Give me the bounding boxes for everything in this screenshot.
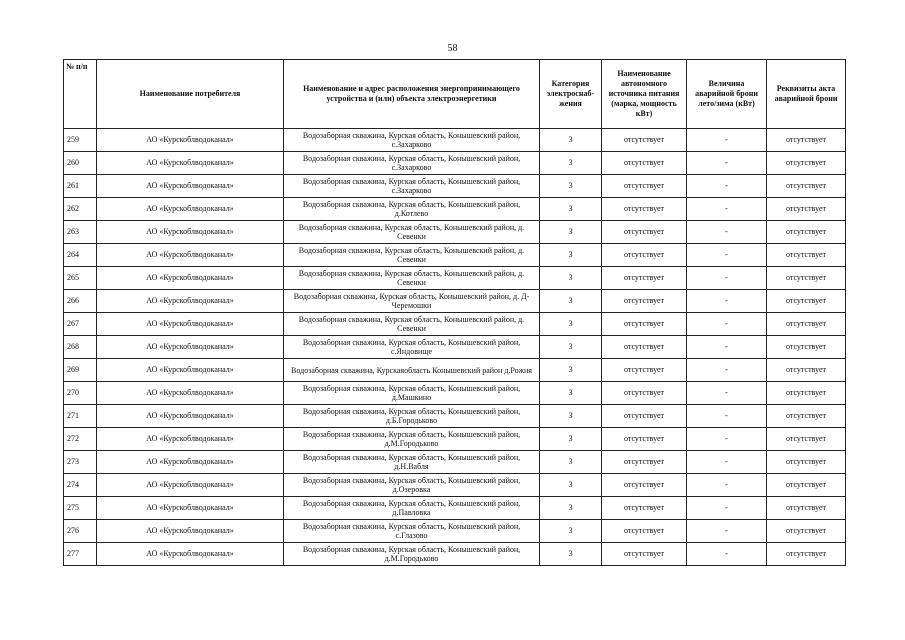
- cell-address: Водозаборная скважина, Курская область, Конышевский район, д.Павловка: [284, 497, 540, 520]
- table-row: [64, 428, 846, 451]
- header-address: Наименование и адрес расположения энергопринимающего устройства и (или) объекта электроэнергетики: [284, 60, 540, 129]
- cell-emergency-reserve: -: [687, 152, 767, 175]
- cell-emergency-reserve: -: [687, 451, 767, 474]
- cell-power-source: отсутствует: [602, 244, 687, 267]
- cell-act-details: отсутствует: [767, 543, 846, 566]
- cell-address: Водозаборная скважина, Курская область, Конышевский район, с.Глазово: [284, 520, 540, 543]
- cell-power-source: отсутствует: [602, 267, 687, 290]
- cell-consumer: АО «Курскоблводоканал»: [97, 474, 284, 497]
- cell-power-source: отсутствует: [602, 497, 687, 520]
- cell-category: 3: [540, 175, 602, 198]
- cell-address: Водозаборная скважина, Курская область, Конышевский район, д.Н.Вабля: [284, 451, 540, 474]
- table-row: [64, 267, 846, 290]
- table-body: [64, 129, 846, 566]
- cell-act-details: отсутствует: [767, 221, 846, 244]
- cell-emergency-reserve: -: [687, 175, 767, 198]
- table-row: [64, 175, 846, 198]
- cell-address: Водозаборная скважина, Курская область, Конышевский район, д. Севенки: [284, 313, 540, 336]
- cell-power-source: отсутствует: [602, 428, 687, 451]
- cell-category: 3: [540, 405, 602, 428]
- cell-act-details: отсутствует: [767, 244, 846, 267]
- cell-emergency-reserve: -: [687, 359, 767, 382]
- cell-emergency-reserve: -: [687, 198, 767, 221]
- cell-power-source: отсутствует: [602, 221, 687, 244]
- cell-address: Водозаборная скважина, Курская область, Конышевский район, д.М.Городьково: [284, 428, 540, 451]
- table-row: [64, 520, 846, 543]
- cell-category: 3: [540, 129, 602, 152]
- cell-number: 271: [64, 405, 97, 428]
- cell-act-details: отсутствует: [767, 451, 846, 474]
- cell-power-source: отсутствует: [602, 520, 687, 543]
- cell-emergency-reserve: -: [687, 405, 767, 428]
- cell-number: 261: [64, 175, 97, 198]
- cell-address: Водозаборная скважина, Курская область, Конышевский район, д.Котлево: [284, 198, 540, 221]
- cell-act-details: отсутствует: [767, 152, 846, 175]
- cell-act-details: отсутствует: [767, 497, 846, 520]
- header-power-source: Наименование автономного источника питания (марка, мощность кВт): [602, 60, 687, 129]
- cell-category: 3: [540, 221, 602, 244]
- cell-emergency-reserve: -: [687, 382, 767, 405]
- cell-power-source: отсутствует: [602, 359, 687, 382]
- cell-category: 3: [540, 520, 602, 543]
- cell-consumer: АО «Курскоблводоканал»: [97, 244, 284, 267]
- cell-category: 3: [540, 313, 602, 336]
- cell-power-source: отсутствует: [602, 474, 687, 497]
- header-act-details: Реквизиты акта аварийной брони: [767, 60, 846, 129]
- table-row: [64, 359, 846, 382]
- cell-number: 268: [64, 336, 97, 359]
- cell-number: 264: [64, 244, 97, 267]
- table-row: [64, 313, 846, 336]
- cell-consumer: АО «Курскоблводоканал»: [97, 359, 284, 382]
- page-number: 58: [447, 43, 458, 54]
- cell-number: 272: [64, 428, 97, 451]
- cell-address: Водозаборная скважина, Курскаяобласть Конышевский район д.Рожня: [284, 359, 540, 382]
- cell-power-source: отсутствует: [602, 451, 687, 474]
- cell-consumer: АО «Курскоблводоканал»: [97, 267, 284, 290]
- cell-power-source: отсутствует: [602, 198, 687, 221]
- cell-act-details: отсутствует: [767, 405, 846, 428]
- cell-emergency-reserve: -: [687, 428, 767, 451]
- cell-emergency-reserve: -: [687, 244, 767, 267]
- table-row: [64, 382, 846, 405]
- cell-category: 3: [540, 336, 602, 359]
- cell-address: Водозаборная скважина, Курская область, Конышевский район, д.Б.Городьково: [284, 405, 540, 428]
- cell-number: 277: [64, 543, 97, 566]
- cell-act-details: отсутствует: [767, 313, 846, 336]
- cell-address: Водозаборная скважина, Курская область, Конышевский район, с.Захарково: [284, 152, 540, 175]
- cell-consumer: АО «Курскоблводоканал»: [97, 221, 284, 244]
- cell-category: 3: [540, 198, 602, 221]
- table-row: [64, 543, 846, 566]
- cell-number: 266: [64, 290, 97, 313]
- cell-number: 267: [64, 313, 97, 336]
- cell-address: Водозаборная скважина, Курская область, Конышевский район, д. Д-Черемошки: [284, 290, 540, 313]
- cell-act-details: отсутствует: [767, 520, 846, 543]
- cell-consumer: АО «Курскоблводоканал»: [97, 497, 284, 520]
- cell-category: 3: [540, 382, 602, 405]
- cell-power-source: отсутствует: [602, 175, 687, 198]
- cell-number: 270: [64, 382, 97, 405]
- cell-power-source: отсутствует: [602, 336, 687, 359]
- cell-category: 3: [540, 267, 602, 290]
- cell-consumer: АО «Курскоблводоканал»: [97, 451, 284, 474]
- table-row: [64, 451, 846, 474]
- cell-power-source: отсутствует: [602, 405, 687, 428]
- cell-consumer: АО «Курскоблводоканал»: [97, 152, 284, 175]
- cell-address: Водозаборная скважина, Курская область, Конышевский район, д.Машкино: [284, 382, 540, 405]
- cell-power-source: отсутствует: [602, 382, 687, 405]
- cell-act-details: отсутствует: [767, 175, 846, 198]
- cell-consumer: АО «Курскоблводоканал»: [97, 336, 284, 359]
- cell-power-source: отсутствует: [602, 152, 687, 175]
- cell-emergency-reserve: -: [687, 336, 767, 359]
- header-consumer: Наименование потребителя: [97, 60, 284, 129]
- table-row: [64, 129, 846, 152]
- table-row: [64, 244, 846, 267]
- table-header-row: [64, 60, 846, 129]
- cell-consumer: АО «Курскоблводоканал»: [97, 520, 284, 543]
- table-row: [64, 405, 846, 428]
- cell-number: 263: [64, 221, 97, 244]
- cell-power-source: отсутствует: [602, 543, 687, 566]
- cell-emergency-reserve: -: [687, 290, 767, 313]
- cell-emergency-reserve: -: [687, 221, 767, 244]
- cell-power-source: отсутствует: [602, 290, 687, 313]
- header-category: Категория электроснаб-жения: [540, 60, 602, 129]
- cell-category: 3: [540, 359, 602, 382]
- cell-category: 3: [540, 474, 602, 497]
- cell-power-source: отсутствует: [602, 313, 687, 336]
- cell-category: 3: [540, 451, 602, 474]
- cell-category: 3: [540, 428, 602, 451]
- cell-consumer: АО «Курскоблводоканал»: [97, 543, 284, 566]
- cell-act-details: отсутствует: [767, 359, 846, 382]
- cell-consumer: АО «Курскоблводоканал»: [97, 290, 284, 313]
- table-row: [64, 198, 846, 221]
- table-row: [64, 290, 846, 313]
- cell-address: Водозаборная скважина, Курская область, Конышевский район, д. Севенки: [284, 267, 540, 290]
- cell-consumer: АО «Курскоблводоканал»: [97, 405, 284, 428]
- header-number: № п/п: [64, 60, 97, 129]
- cell-act-details: отсутствует: [767, 129, 846, 152]
- cell-category: 3: [540, 152, 602, 175]
- cell-number: 260: [64, 152, 97, 175]
- cell-address: Водозаборная скважина, Курская область, Конышевский район, д. Севенки: [284, 221, 540, 244]
- cell-consumer: АО «Курскоблводоканал»: [97, 428, 284, 451]
- cell-emergency-reserve: -: [687, 267, 767, 290]
- table-row: [64, 336, 846, 359]
- cell-address: Водозаборная скважина, Курская область, Конышевский район, с.Яндовище: [284, 336, 540, 359]
- cell-act-details: отсутствует: [767, 198, 846, 221]
- cell-address: Водозаборная скважина, Курская область, Конышевский район, д. Севенки: [284, 244, 540, 267]
- cell-power-source: отсутствует: [602, 129, 687, 152]
- cell-number: 262: [64, 198, 97, 221]
- consumers-table: [63, 59, 846, 566]
- cell-address: Водозаборная скважина, Курская область, Конышевский район, с.Захарково: [284, 175, 540, 198]
- table-row: [64, 221, 846, 244]
- header-emergency-reserve: Величина аварийной брони лето/зима (кВт): [687, 60, 767, 129]
- table-row: [64, 497, 846, 520]
- cell-consumer: АО «Курскоблводоканал»: [97, 129, 284, 152]
- cell-number: 275: [64, 497, 97, 520]
- cell-number: 269: [64, 359, 97, 382]
- cell-number: 276: [64, 520, 97, 543]
- cell-emergency-reserve: -: [687, 313, 767, 336]
- cell-consumer: АО «Курскоблводоканал»: [97, 198, 284, 221]
- cell-category: 3: [540, 543, 602, 566]
- cell-emergency-reserve: -: [687, 520, 767, 543]
- cell-category: 3: [540, 244, 602, 267]
- cell-number: 273: [64, 451, 97, 474]
- cell-act-details: отсутствует: [767, 428, 846, 451]
- cell-consumer: АО «Курскоблводоканал»: [97, 313, 284, 336]
- cell-emergency-reserve: -: [687, 129, 767, 152]
- cell-act-details: отсутствует: [767, 267, 846, 290]
- table-row: [64, 152, 846, 175]
- cell-emergency-reserve: -: [687, 543, 767, 566]
- cell-address: Водозаборная скважина, Курская область, Конышевский район, д.Озеровка: [284, 474, 540, 497]
- table-row: [64, 474, 846, 497]
- cell-act-details: отсутствует: [767, 382, 846, 405]
- cell-emergency-reserve: -: [687, 474, 767, 497]
- cell-emergency-reserve: -: [687, 497, 767, 520]
- cell-category: 3: [540, 497, 602, 520]
- cell-number: 274: [64, 474, 97, 497]
- cell-act-details: отсутствует: [767, 474, 846, 497]
- cell-act-details: отсутствует: [767, 336, 846, 359]
- cell-category: 3: [540, 290, 602, 313]
- cell-consumer: АО «Курскоблводоканал»: [97, 382, 284, 405]
- cell-address: Водозаборная скважина, Курская область, Конышевский район, д.М.Городьково: [284, 543, 540, 566]
- cell-number: 265: [64, 267, 97, 290]
- cell-address: Водозаборная скважина, Курская область, Конышевский район, с.Захарково: [284, 129, 540, 152]
- cell-act-details: отсутствует: [767, 290, 846, 313]
- cell-consumer: АО «Курскоблводоканал»: [97, 175, 284, 198]
- cell-number: 259: [64, 129, 97, 152]
